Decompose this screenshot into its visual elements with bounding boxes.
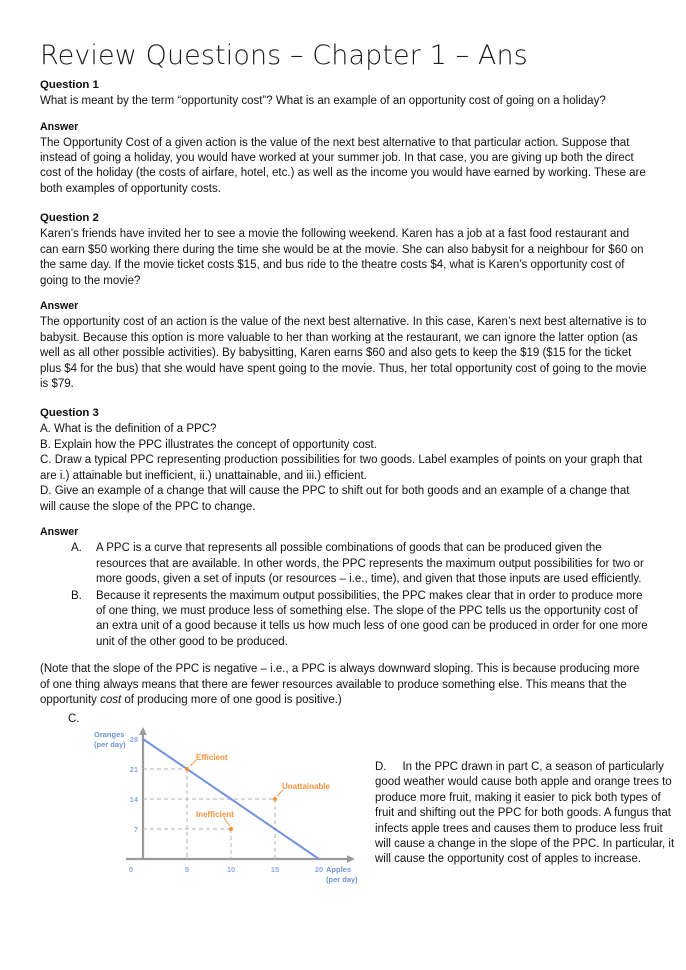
label-unattainable: Unattainable (282, 781, 331, 791)
question-3-prompt-list (40, 422, 648, 515)
ppc-curve-line (143, 739, 319, 859)
part-c-marker: C. (68, 712, 80, 725)
y-tick-7: 7 (133, 824, 138, 834)
part-d-text: In the PPC drawn in part C, a season of particularly good weather would cause both apple and orange trees to produce more fruit, making it easier to pick both types of fruit and shifting out the PPC for both goods. A fungus that infects apple trees and causes them to produce less fruit will cause a change in the slope of the PPC. In particular, it will cause the opportunity cost of apples to increase. (375, 760, 675, 866)
chart-axes (126, 727, 355, 863)
y-axis-arrow-icon (139, 727, 147, 735)
y-tick-21: 21 (129, 764, 138, 774)
x-tick-5: 5 (184, 864, 190, 874)
x-tick-labels (129, 865, 323, 874)
y-tick-28: 28 (129, 734, 138, 744)
y-tick-14: 14 (129, 794, 138, 804)
answer-3-item-b-text: Because it represents the maximum output possibilities, the PPC makes clear that in order to produce more of one thing, we must produce less of something else. The slope of the PPC tells us the opportunity cost of an extra unit of a good because it tells us how much less of one good can be produced in order for one more unit of the other good to be produced. (96, 589, 648, 648)
ppc-note-part2: of producing more of one good is positive.) (121, 694, 342, 707)
answer-1-heading: Answer (40, 120, 79, 133)
x-tick-15: 15 (270, 864, 280, 874)
ppc-note-part1: (Note that the slope of the PPC is negative – i.e., a PPC is always downward sloping. This is because producing more of one thing always means that there are fewer resources available to produce something else. This means that the opportunity (40, 663, 640, 707)
answer-2-text: The opportunity cost of an action is the value of the next best alternative. In this case, Karen’s next best alternative is to babysit. Because this option is more valuable to her than working at the restaurant, we can ignore the latter option (as well as all other possible activities). By babysitting, Karen earns $60 and also gets to keep the $19 ($15 for the ticket plus $4 for the bus) that she would have spent going to the movie. Thus, her total opportunity cost of going to the movie is $79. (40, 316, 647, 390)
page-title: Review Questions – Chapter 1 – Ans (40, 40, 528, 71)
answer-1-text: The Opportunity Cost of a given action is the value of the next best alternative to that particular action. Suppose that instead of going a holiday, you would have worked at your summer job. In that case, you are giving up both the direct cost of the holiday (the costs of airfare, hotel, etc.) as well as the income you would have earned by working. These are both examples of opportunity costs. (40, 136, 646, 195)
ppc-note-italic: cost (100, 694, 122, 707)
leader-inefficient (224, 818, 230, 826)
y-axis-label: Oranges (94, 729, 125, 739)
question-3-prompt-c: C. Draw a typical PPC representing production possibilities for two goods. Label examples of points on your graph that are i.) attainable but inefficient, ii.) unattainable, and iii.) efficient. (40, 454, 643, 482)
ppc-slope-note (40, 662, 648, 708)
question-1-prompt: What is meant by the term “opportunity cost”? What is an example of an opportunity cost of going on a holiday? (40, 95, 606, 108)
answer-3-item-a-marker: A. (71, 542, 82, 555)
x-tick-10: 10 (226, 864, 236, 874)
question-1-heading: Question 1 (40, 79, 99, 92)
question-3-heading: Question 3 (40, 407, 99, 420)
ppc-chart (86, 719, 371, 894)
y-axis-sublabel: (per day) (94, 739, 126, 749)
answer-3-heading: Answer (40, 526, 79, 539)
point-efficient (185, 767, 189, 771)
part-c-chart-block (40, 712, 675, 898)
answer-3-list (40, 541, 648, 650)
question-3-prompt-a: A. What is the definition of a PPC? (40, 423, 217, 436)
part-d-answer (375, 760, 675, 868)
answer-3-item-b (71, 589, 648, 651)
part-d-marker: D. (375, 760, 387, 773)
label-efficient: Efficient (196, 752, 228, 762)
ppc-chart-svg (86, 719, 371, 894)
x-axis-label: Apples (326, 864, 352, 874)
x-tick-20: 20 (314, 864, 324, 874)
point-inefficient (229, 827, 233, 831)
y-tick-labels (130, 735, 139, 834)
label-inefficient: Inefficient (196, 809, 234, 819)
x-tick-0: 0 (128, 864, 134, 874)
answer-3-item-b-marker: B. (71, 589, 82, 602)
answer-3-item-a-text: A PPC is a curve that represents all possible combinations of goods that can be produced given the resources that are available. In other words, the PPC represents the maximum output possibilities for two or more goods, given a set of inputs (or resources – i.e., time), and given that those inputs are used efficiently. (96, 542, 644, 586)
answer-2-heading: Answer (40, 300, 79, 313)
point-unattainable (273, 797, 277, 801)
x-axis-arrow-icon (347, 855, 355, 863)
question-3-prompt-d: D. Give an example of a change that will cause the PPC to shift out for both goods and an example of a change that will cause the slope of the PPC to change. (40, 485, 630, 513)
question-3-prompt-b: B. Explain how the PPC illustrates the concept of opportunity cost. (40, 438, 377, 451)
chart-annotations (185, 753, 331, 831)
answer-3-item-a (71, 541, 648, 587)
x-axis-sublabel: (per day) (326, 874, 358, 884)
question-2-prompt: Karen’s friends have invited her to see a movie the following weekend. Karen has a job at a fast food restaurant and can earn $50 working there during the time she would be at the movie. She can also babysit for a neighbour for $60 on the same day. If the movie ticket costs $15, and bus ride to the theatre costs $4, what is Karen’s opportunity cost of going to the movie? (40, 228, 644, 287)
question-2-heading: Question 2 (40, 212, 99, 225)
